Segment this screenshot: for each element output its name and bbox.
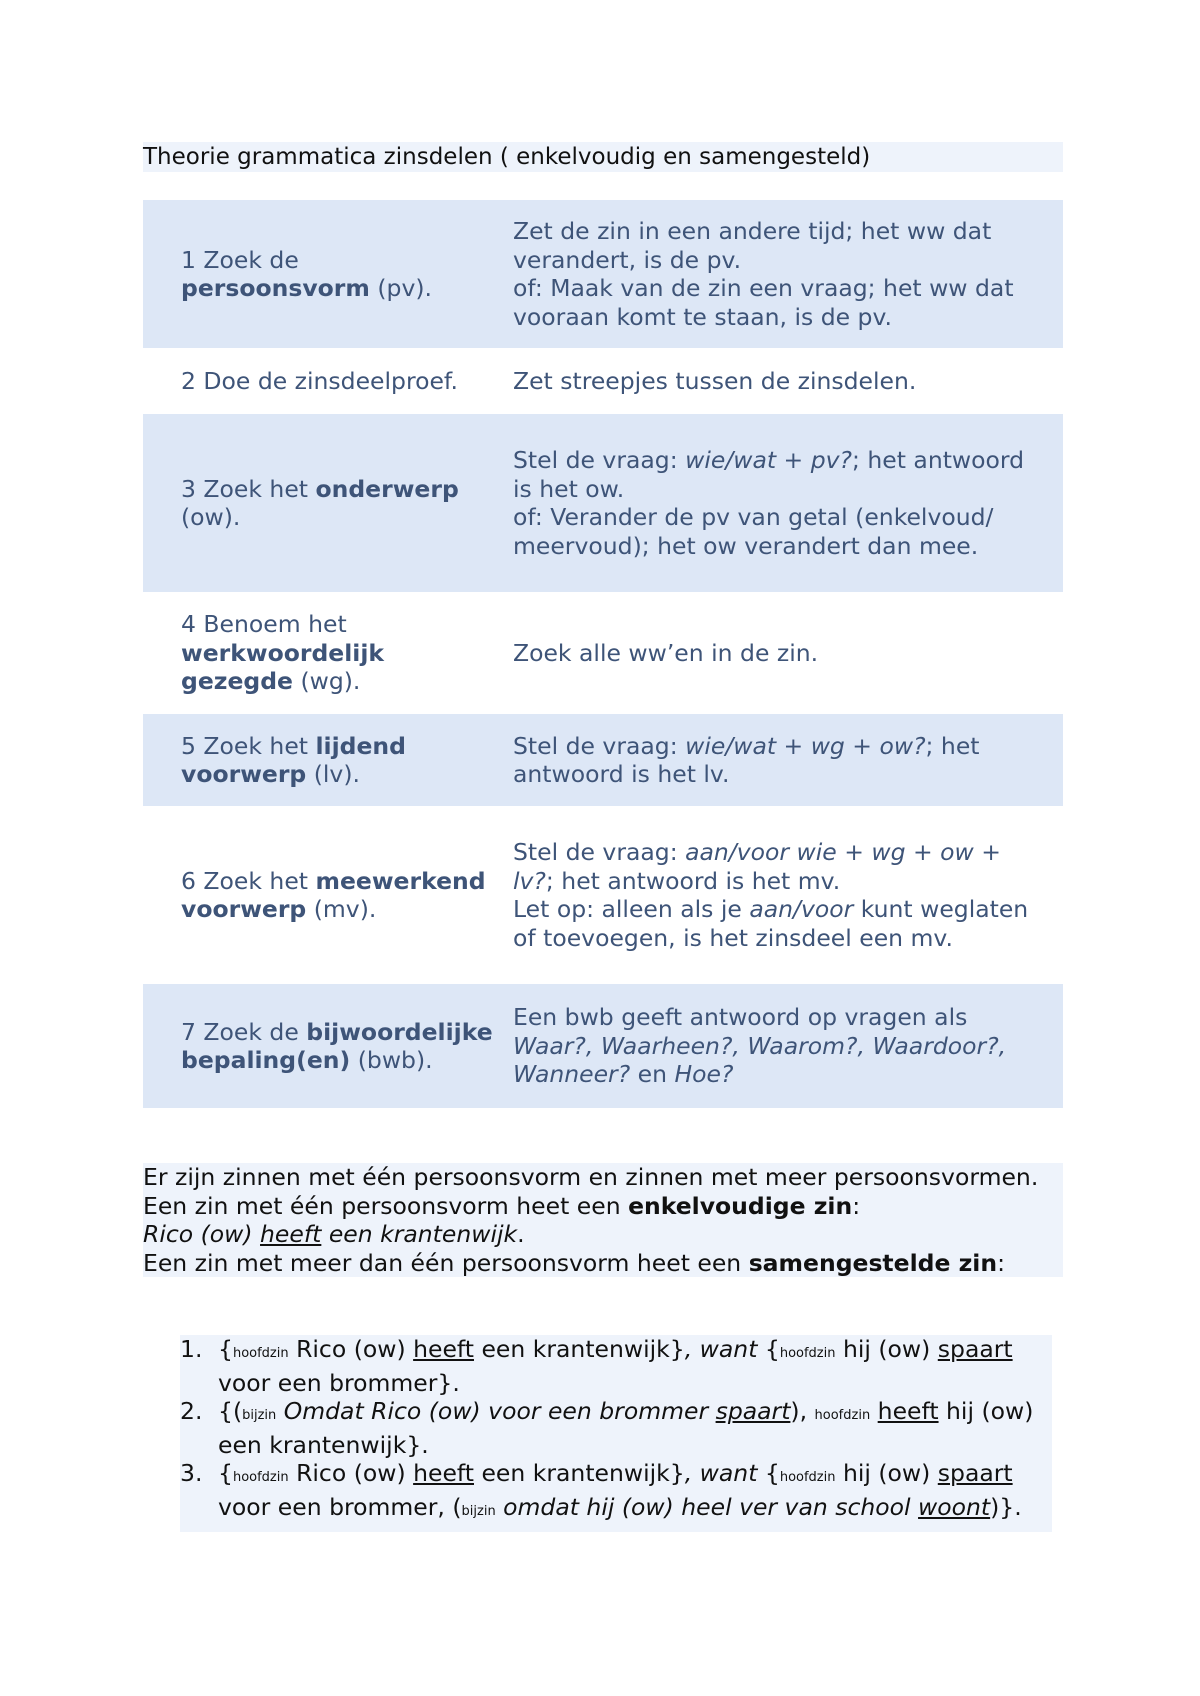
example-list (180, 1335, 1052, 1532)
list-number: 2. (180, 1397, 203, 1425)
step-label: 4 Benoem het werkwoordelijk gezegde (wg). (181, 610, 385, 696)
step-keyword: persoonsvorm (181, 274, 370, 302)
step-keyword: werkwoordelijk gezegde (181, 638, 385, 696)
step-explanation: Stel de vraag: wie/wat + wg + ow?; het antwoord is het lv. (509, 714, 1063, 806)
steps-table (143, 200, 1063, 1108)
term-enkelvoudige-zin: enkelvoudige zin (628, 1191, 853, 1220)
list-number: 3. (180, 1459, 203, 1487)
list-item: 1. {hoofdzin Rico (ow) heeft een krantenwijk}, want {hoofdzin hij (ow) spaart voor een brommer}. (180, 1335, 1013, 1397)
table-row (143, 714, 1063, 806)
table-row (143, 984, 1063, 1108)
step-label: 1 Zoek de persoonsvorm (pv). (143, 200, 509, 348)
example-sentence: Rico (ow) heeft een krantenwijk. (143, 1220, 525, 1248)
list-item: 2. {(bijzin Omdat Rico (ow) voor een brommer spaart), hoofdzin heeft hij (ow) een krantenwijk}. (180, 1397, 1034, 1459)
step-label: 2 Doe de zinsdeelproef. (181, 366, 458, 395)
step-keyword: lijdend voorwerp (181, 731, 406, 788)
table-row (143, 200, 1063, 348)
step-label: 5 Zoek het lijdend voorwerp (lv). (143, 714, 509, 806)
list-item: 3. {hoofdzin Rico (ow) heeft een krantenwijk}, want {hoofdzin hij (ow) spaart voor een brommer, (bijzin omdat hij (ow) heel ver van school woont)}. (180, 1459, 1022, 1521)
step-label: 7 Zoek de bijwoordelijke bepaling(en) (bwb). (143, 984, 509, 1108)
explanation-line: Een zin met meer dan één persoonsvorm heet een samengestelde zin: (143, 1248, 1005, 1277)
explanation-block (143, 1163, 1063, 1277)
step-explanation: Een bwb geeft antwoord op vragen als Waar?, Waarheen?, Waarom?, Waardoor?, Wanneer? en Hoe? (509, 984, 1063, 1108)
step-explanation: Stel de vraag: aan/voor wie + wg + ow + lv?; het antwoord is het mv. Let op: alleen als je aan/voor kunt weglaten of toevoegen, is het zinsdeel een mv. (513, 838, 1029, 952)
explanation-line: Er zijn zinnen met één persoonsvorm en zinnen met meer persoonsvormen. (143, 1163, 1039, 1191)
table-row (143, 592, 1063, 714)
step-explanation: Zet streepjes tussen de zinsdelen. (513, 366, 917, 395)
step-explanation: Zet de zin in een andere tijd; het ww dat verandert, is de pv. of: Maak van de zin een vraag; het ww dat vooraan komt te staan, is de pv. (509, 200, 1063, 348)
step-label: 6 Zoek het meewerkend voorwerp (mv). (181, 866, 486, 923)
step-keyword: meewerkend voorwerp (181, 866, 486, 923)
step-explanation: Zoek alle ww’en in de zin. (513, 638, 819, 667)
table-row (143, 348, 1063, 414)
list-number: 1. (180, 1335, 203, 1363)
table-row (143, 414, 1063, 592)
step-keyword: bijwoordelijke bepaling(en) (181, 1017, 493, 1074)
explanation-line: Een zin met één persoonsvorm heet een enkelvoudige zin: (143, 1191, 861, 1220)
table-row (143, 806, 1063, 984)
step-keyword: onderwerp (315, 474, 459, 503)
term-samengestelde-zin: samengestelde zin (748, 1248, 998, 1277)
document-title: Theorie grammatica zinsdelen ( enkelvoudig en samengesteld) (143, 142, 1063, 172)
step-explanation: Stel de vraag: wie/wat + pv?; het antwoord is het ow. of: Verander de pv van getal (enkelvoud/ meervoud); het ow verandert dan mee. (509, 414, 1063, 592)
step-label: 3 Zoek het onderwerp (ow). (143, 414, 509, 592)
